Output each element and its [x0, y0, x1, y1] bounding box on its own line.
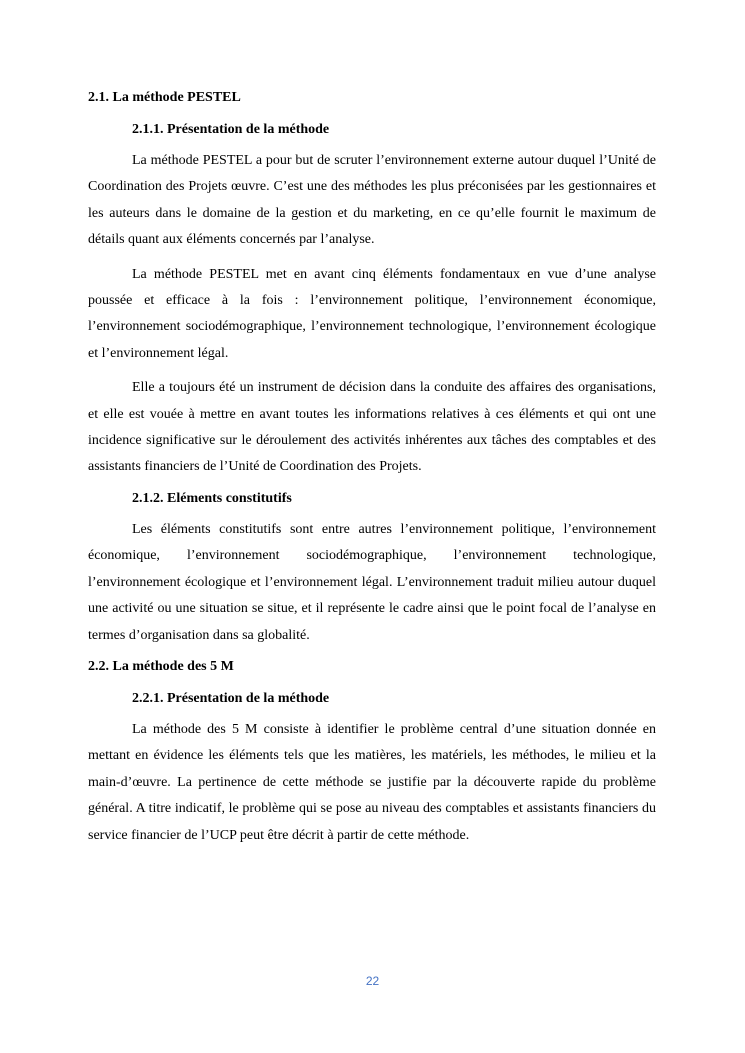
subsection-heading-5m-presentation: 2.2.1. Présentation de la méthode: [132, 690, 330, 706]
paragraph: La méthode PESTEL met en avant cinq éléments fondamentaux en vue d’une analyse poussée et efficace à la fois : l’environnement politique, l’environnement économique, l’environnement sociodémographique, l’environnement technologique, l’environnement écologique et l’environnement légal.: [88, 266, 656, 361]
page-number: 22: [365, 974, 380, 988]
subsection-heading-pestel-presentation: 2.1.1. Présentation de la méthode: [132, 122, 330, 137]
paragraph: Les éléments constitutifs sont entre autres l’environnement politique, l’environnement économique, l’environnement sociodémographique, l’environnement technologique, l’environnement écologique et l’environnement légal. L’environnement traduit milieu autour duquel une activité ou une situation se situe, et il représente le cadre ainsi que le point focal de l’analyse en termes d’organisation dans sa globalité.: [88, 521, 656, 643]
paragraph: Elle a toujours été un instrument de décision dans la conduite des affaires des organisations, et elle est vouée à mettre en avant toutes les informations relatives à ces éléments et qui ont une incidence significative sur le déroulement des activités inhérentes aux tâches des comptables et des assistants financiers de l’Unité de Coordination des Projets.: [88, 380, 656, 475]
page-body: [88, 88, 656, 857]
paragraph: La méthode des 5 M consiste à identifier le problème central d’une situation donnée en mettant en évidence les éléments tels que les matières, les matériels, les méthodes, le milieu et la main-d’œuvre. La pertinence de cette méthode se justifie par la découverte rapide du problème général. A titre indicatif, le problème qui se pose au niveau des comptables et assistants financiers du service financier de l’UCP peut être décrit à partir de cette méthode.: [88, 721, 656, 843]
paragraph: La méthode PESTEL a pour but de scruter l’environnement externe autour duquel l’Unité de Coordination des Projets œuvre. C’est une des méthodes les plus préconisées par les gestionnaires et les auteurs dans le domaine de la gestion et du marketing, en ce qu’elle fournit le maximum de détails quant aux éléments concernés par l’analyse.: [88, 153, 656, 248]
subsection-heading-pestel-elements: 2.1.2. Eléments constitutifs: [132, 490, 292, 506]
section-heading-5m: 2.2. La méthode des 5 M: [88, 658, 234, 674]
section-heading-pestel: 2.1. La méthode PESTEL: [88, 90, 241, 105]
